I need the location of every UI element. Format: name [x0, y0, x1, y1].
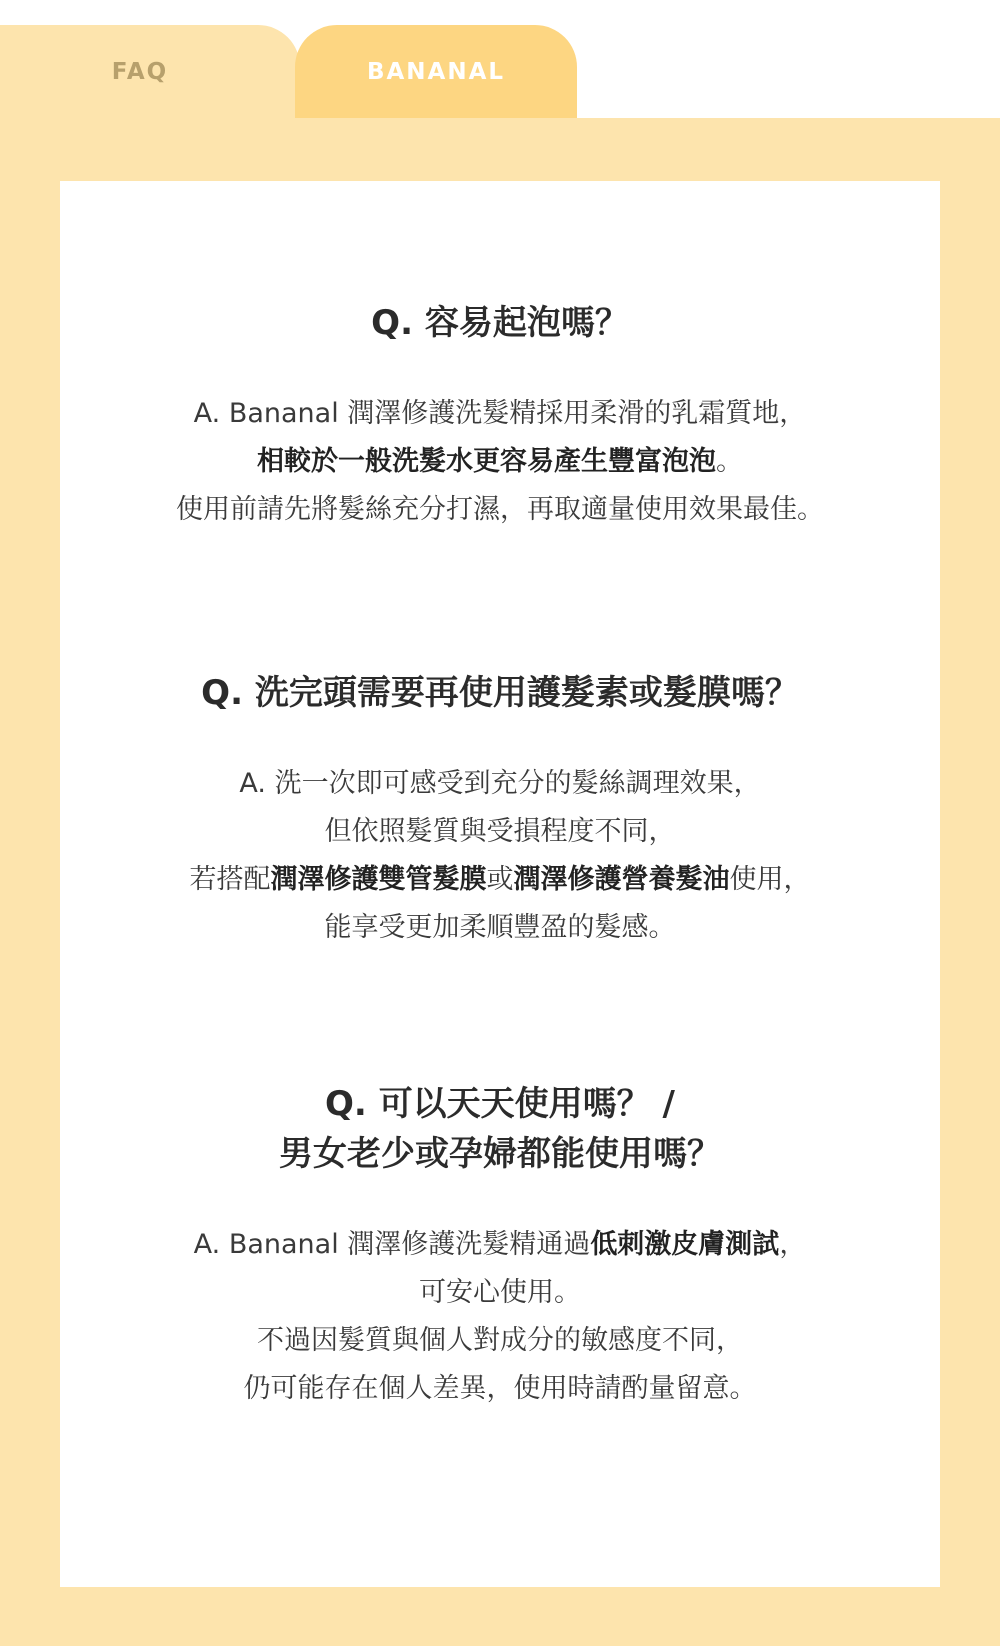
answer-highlight: 潤澤修護營養髮油 [513, 864, 730, 895]
answer-text: A. Bananal 潤澤修護洗髮精採用柔滑的乳霜質地， [193, 398, 807, 429]
faq-answer [60, 760, 940, 952]
answer-text: 可安心使用。 [419, 1277, 581, 1308]
tab-bananal-label: BANANAL [366, 58, 506, 85]
tab-faq-label: FAQ [111, 58, 169, 85]
faq-item [60, 298, 940, 534]
faq-card [60, 181, 940, 1587]
answer-text: 能享受更加柔順豐盈的髮感。 [324, 912, 676, 943]
answer-highlight: 潤澤修護雙管髮膜 [270, 864, 487, 895]
answer-line [60, 1365, 940, 1413]
answer-line [60, 1221, 940, 1269]
faq-answer [60, 1221, 940, 1413]
answer-line [60, 390, 940, 438]
faq-question: Q. 可以天天使用嗎？ / 男女老少或孕婦都能使用嗎？ [279, 1084, 721, 1174]
faq-answer [60, 390, 940, 534]
answer-line [60, 486, 940, 534]
faq-item [60, 668, 940, 952]
faq-question: Q. 洗完頭需要再使用護髮素或髮膜嗎？ [201, 673, 799, 713]
answer-highlight: 相較於一般洗髮水更容易產生豐富泡泡 [257, 446, 716, 477]
answer-line [60, 438, 940, 486]
faq-item [60, 1079, 940, 1413]
answer-line [60, 808, 940, 856]
answer-text: 仍可能存在個人差異，使用時請酌量留意。 [243, 1373, 757, 1404]
faq-question: Q. 容易起泡嗎？ [371, 303, 629, 343]
answer-text: 。 [716, 446, 743, 477]
answer-text: 使用前請先將髮絲充分打濕，再取適量使用效果最佳。 [176, 494, 824, 525]
answer-text: A. 洗一次即可感受到充分的髮絲調理效果， [239, 768, 761, 799]
tab-faq[interactable] [0, 25, 300, 118]
answer-text: 或 [486, 864, 514, 895]
answer-highlight: 低刺激皮膚測試 [590, 1229, 780, 1260]
answer-line [60, 904, 940, 952]
answer-line [60, 1317, 940, 1365]
answer-line [60, 760, 940, 808]
answer-text: 若搭配 [189, 864, 271, 895]
answer-text: 不過因髮質與個人對成分的敏感度不同， [257, 1325, 743, 1356]
answer-text: A. Bananal 潤澤修護洗髮精通過 [193, 1229, 591, 1260]
answer-text: 但依照髮質與受損程度不同， [324, 816, 676, 847]
answer-line [60, 1269, 940, 1317]
answer-line [60, 856, 940, 904]
answer-text: 使用， [729, 864, 811, 895]
answer-text: ， [779, 1229, 807, 1260]
tab-bananal[interactable] [295, 25, 577, 118]
